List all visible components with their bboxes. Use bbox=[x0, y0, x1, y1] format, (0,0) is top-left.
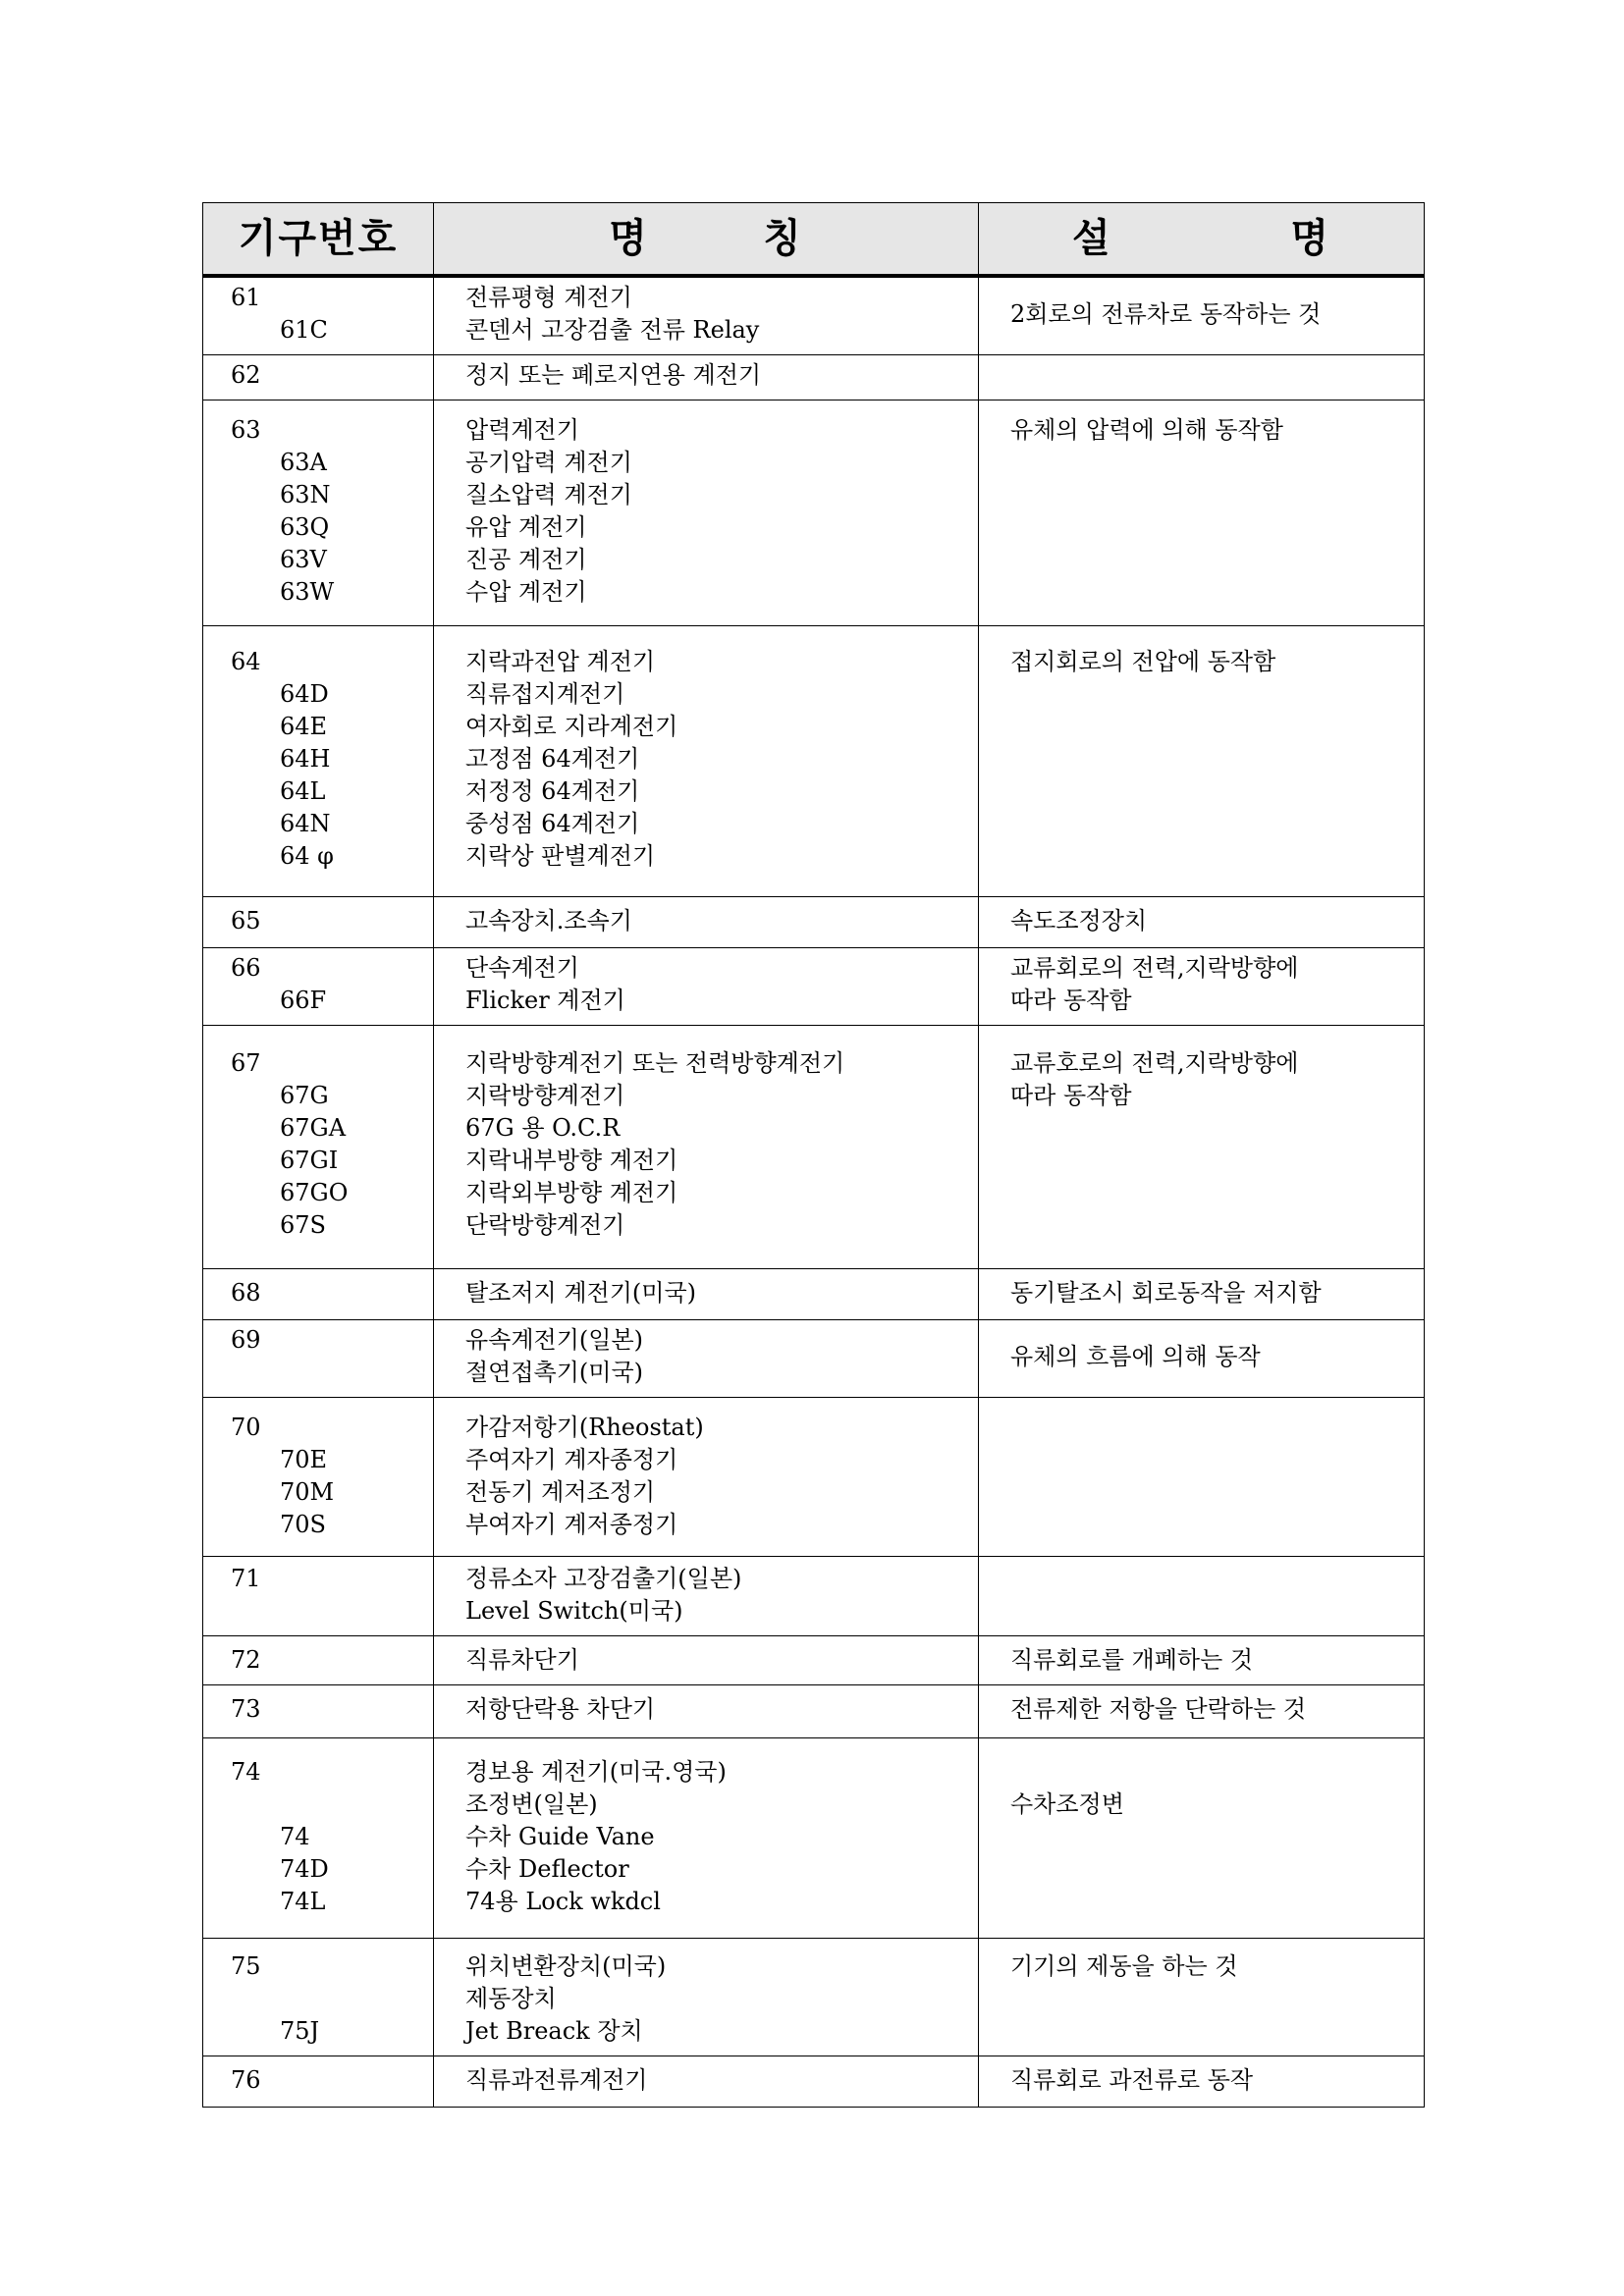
device-name-cell-line: 지락방향계전기 또는 전력방향계전기 bbox=[465, 1049, 845, 1077]
device-number-cell bbox=[203, 1557, 434, 1636]
table-row bbox=[203, 400, 1425, 626]
device-number-cell-line: 61C bbox=[280, 316, 328, 344]
device-name-cell-line: 단속계전기 bbox=[465, 954, 579, 982]
device-name-cell-line: 주여자기 계자종정기 bbox=[465, 1446, 678, 1473]
device-name-cell-line: 진공 계전기 bbox=[465, 546, 587, 573]
device-description-cell-line: 접지회로의 전압에 동작함 bbox=[1010, 648, 1276, 675]
device-number-cell-line: 61 bbox=[231, 284, 261, 311]
device-number-cell bbox=[203, 1269, 434, 1320]
table-row bbox=[203, 1398, 1425, 1557]
device-description-cell-line: 따라 동작함 bbox=[1010, 987, 1132, 1014]
device-name-cell bbox=[434, 1320, 979, 1398]
device-number-cell bbox=[203, 1320, 434, 1398]
device-number-cell-line: 62 bbox=[231, 361, 261, 389]
device-number-cell-line: 64D bbox=[280, 680, 329, 708]
device-number-cell-line: 64 φ bbox=[280, 842, 334, 870]
device-number-cell bbox=[203, 1636, 434, 1685]
device-number-cell-line: 63N bbox=[280, 481, 331, 508]
table-row bbox=[203, 1026, 1425, 1269]
device-number-cell-line: 68 bbox=[231, 1279, 261, 1307]
device-name-cell-line: 67G 용 O.C.R bbox=[465, 1114, 621, 1142]
device-number-cell-line: 67 bbox=[231, 1049, 261, 1077]
table-row bbox=[203, 1636, 1425, 1685]
table-row bbox=[203, 1320, 1425, 1398]
table-body bbox=[203, 276, 1425, 2108]
table-row bbox=[203, 1939, 1425, 2056]
device-number-cell-line bbox=[231, 1983, 433, 2015]
device-name-cell bbox=[434, 1398, 979, 1557]
device-name-cell-line: Level Switch(미국) bbox=[465, 1597, 683, 1625]
device-number-cell-line: 71 bbox=[231, 1565, 261, 1592]
device-name-cell-line: 고속장치.조속기 bbox=[465, 907, 632, 934]
table-row bbox=[203, 1685, 1425, 1738]
device-name-cell bbox=[434, 1557, 979, 1636]
device-name-cell-line: 직류접지계전기 bbox=[465, 680, 625, 708]
device-name-cell-line: 조정변(일본) bbox=[465, 1790, 598, 1818]
device-name-cell-line: 정류소자 고장검출기(일본) bbox=[465, 1565, 742, 1592]
device-description-cell bbox=[979, 1269, 1425, 1320]
device-name-cell-line: 정지 또는 폐로지연용 계전기 bbox=[465, 361, 762, 389]
header-name: 명 칭 bbox=[434, 203, 979, 277]
device-name-cell-line: 콘덴서 고장검출 전류 Relay bbox=[465, 316, 760, 344]
device-name-cell-line: 유압 계전기 bbox=[465, 513, 587, 541]
device-description-cell-line bbox=[1010, 1412, 1424, 1444]
device-number-cell bbox=[203, 1685, 434, 1738]
device-number-cell-line: 67G bbox=[280, 1082, 329, 1109]
device-number-cell-line: 67GO bbox=[280, 1179, 349, 1206]
device-number-cell bbox=[203, 400, 434, 626]
device-number-cell-line: 74 bbox=[280, 1823, 310, 1850]
device-name-cell-line: 공기압력 계전기 bbox=[465, 449, 632, 476]
device-number-cell-line: 67S bbox=[280, 1211, 326, 1239]
device-number-cell bbox=[203, 276, 434, 355]
device-number-cell-line: 70E bbox=[280, 1446, 328, 1473]
device-number-cell-line: 63V bbox=[280, 546, 327, 573]
device-number-cell-line: 70M bbox=[280, 1478, 335, 1506]
table-row bbox=[203, 1269, 1425, 1320]
device-description-cell-line bbox=[1010, 1756, 1424, 1789]
device-name-cell bbox=[434, 1269, 979, 1320]
device-number-cell bbox=[203, 897, 434, 948]
device-name-cell-line: 부여자기 계저종정기 bbox=[465, 1511, 678, 1538]
device-name-cell-line: Jet Breack 장치 bbox=[465, 2017, 643, 2045]
device-name-cell bbox=[434, 355, 979, 400]
device-name-cell-line: 지락내부방향 계전기 bbox=[465, 1147, 678, 1174]
device-number-cell-line: 64N bbox=[280, 810, 331, 837]
device-name-cell-line: 질소압력 계전기 bbox=[465, 481, 632, 508]
device-description-cell-line: 2회로의 전류차로 동작하는 것 bbox=[1010, 299, 1322, 328]
device-name-cell bbox=[434, 1939, 979, 2056]
device-number-cell-line: 66F bbox=[280, 987, 327, 1014]
table-row bbox=[203, 355, 1425, 400]
table-row bbox=[203, 626, 1425, 897]
device-description-cell-line: 교류호로의 전력,지락방향에 bbox=[1010, 1049, 1299, 1077]
device-name-cell bbox=[434, 948, 979, 1026]
device-name-cell-line: Flicker 계전기 bbox=[465, 987, 625, 1014]
device-name-cell-line: 지락방향계전기 bbox=[465, 1082, 625, 1109]
device-description-cell bbox=[979, 1026, 1425, 1269]
device-description-cell-line: 전류제한 저항을 단락하는 것 bbox=[1010, 1695, 1307, 1723]
device-description-cell bbox=[979, 400, 1425, 626]
table-row bbox=[203, 1738, 1425, 1939]
device-name-cell bbox=[434, 1738, 979, 1939]
device-description-cell-line: 직류회로 과전류로 동작 bbox=[1010, 2066, 1254, 2094]
device-name-cell-line: 직류차단기 bbox=[465, 1646, 579, 1674]
device-number-cell-line: 75 bbox=[231, 1952, 261, 1980]
table-header-row bbox=[203, 203, 1425, 277]
device-description-cell-line: 기기의 제동을 하는 것 bbox=[1010, 1952, 1238, 1980]
device-number-cell-line: 74L bbox=[280, 1888, 326, 1915]
device-name-cell bbox=[434, 276, 979, 355]
device-name-cell-line: 절연접촉기(미국) bbox=[465, 1359, 644, 1386]
device-name-cell-line: 중성점 64계전기 bbox=[465, 810, 640, 837]
device-description-cell-line: 따라 동작함 bbox=[1010, 1082, 1132, 1109]
table-row bbox=[203, 948, 1425, 1026]
device-name-cell-line: 저정정 64계전기 bbox=[465, 777, 640, 805]
device-description-cell bbox=[979, 1557, 1425, 1636]
device-name-cell-line: 수차 Deflector bbox=[465, 1855, 629, 1883]
device-name-cell-line: 직류과전류계전기 bbox=[465, 2066, 648, 2094]
table-row bbox=[203, 276, 1425, 355]
device-description-cell bbox=[979, 626, 1425, 897]
table-row bbox=[203, 1557, 1425, 1636]
device-name-cell-line: 여자회로 지라계전기 bbox=[465, 713, 678, 740]
device-description-cell-line: 직류회로를 개폐하는 것 bbox=[1010, 1646, 1254, 1674]
header-device-number: 기구번호 bbox=[203, 203, 434, 277]
device-number-cell-line: 75J bbox=[280, 2017, 320, 2045]
device-name-cell-line: 74용 Lock wkdcl bbox=[465, 1888, 661, 1915]
device-description-cell-line: 유체의 압력에 의해 동작함 bbox=[1010, 416, 1283, 444]
device-number-cell-line: 64 bbox=[231, 648, 261, 675]
device-name-cell-line: 가감저항기(Rheostat) bbox=[465, 1414, 704, 1441]
device-number-cell bbox=[203, 1738, 434, 1939]
device-number-cell-line: 63W bbox=[280, 578, 335, 606]
device-number-cell-line: 65 bbox=[231, 907, 261, 934]
device-name-cell bbox=[434, 897, 979, 948]
device-description-cell bbox=[979, 276, 1425, 355]
device-description-cell bbox=[979, 355, 1425, 400]
device-number-cell-line: 66 bbox=[231, 954, 261, 982]
device-name-cell-line: 압력계전기 bbox=[465, 416, 579, 444]
device-description-cell bbox=[979, 1738, 1425, 1939]
device-name-cell-line: 단락방향계전기 bbox=[465, 1211, 625, 1239]
device-number-cell bbox=[203, 2056, 434, 2108]
device-name-cell bbox=[434, 1685, 979, 1738]
device-name-cell-line: 위치변환장치(미국) bbox=[465, 1952, 667, 1980]
table-row bbox=[203, 897, 1425, 948]
device-name-cell-line: 경보용 계전기(미국.영국) bbox=[465, 1758, 727, 1786]
device-name-cell bbox=[434, 1026, 979, 1269]
device-description-cell bbox=[979, 1320, 1425, 1398]
device-number-cell-line: 64E bbox=[280, 713, 328, 740]
device-name-cell-line: 수압 계전기 bbox=[465, 578, 587, 606]
device-description-cell bbox=[979, 1685, 1425, 1738]
device-number-cell bbox=[203, 355, 434, 400]
relay-number-table bbox=[202, 202, 1425, 2108]
device-number-cell-line bbox=[231, 1789, 433, 1821]
device-number-cell-line: 64H bbox=[280, 745, 331, 773]
device-name-cell-line: 지락과전압 계전기 bbox=[465, 648, 656, 675]
device-description-cell-line: 유체의 흐름에 의해 동작 bbox=[1010, 1342, 1261, 1370]
device-number-cell bbox=[203, 1939, 434, 2056]
device-description-cell bbox=[979, 948, 1425, 1026]
device-number-cell-line: 76 bbox=[231, 2066, 261, 2094]
device-number-cell-line: 67GA bbox=[280, 1114, 347, 1142]
device-number-cell-line: 70 bbox=[231, 1414, 261, 1441]
device-number-cell bbox=[203, 948, 434, 1026]
device-description-cell-line bbox=[1010, 359, 1424, 392]
device-description-cell-line: 교류회로의 전력,지락방향에 bbox=[1010, 954, 1299, 982]
device-description-cell-line: 속도조정장치 bbox=[1010, 907, 1148, 934]
device-description-cell bbox=[979, 1939, 1425, 2056]
device-name-cell-line: 전류평형 계전기 bbox=[465, 284, 632, 311]
device-number-cell bbox=[203, 1026, 434, 1269]
header-description: 설 명 bbox=[979, 203, 1425, 277]
device-name-cell-line: 고정점 64계전기 bbox=[465, 745, 640, 773]
device-name-cell-line: 저항단락용 차단기 bbox=[465, 1695, 656, 1723]
device-number-cell-line: 70S bbox=[280, 1511, 326, 1538]
device-number-cell-line: 63Q bbox=[280, 513, 330, 541]
device-description-cell-line bbox=[1010, 1578, 1424, 1611]
device-description-cell-line: 동기탈조시 회로동작을 저지함 bbox=[1010, 1279, 1322, 1307]
device-number-cell-line: 74D bbox=[280, 1855, 329, 1883]
device-description-cell bbox=[979, 897, 1425, 948]
device-name-cell bbox=[434, 400, 979, 626]
device-name-cell bbox=[434, 1636, 979, 1685]
device-name-cell bbox=[434, 626, 979, 897]
device-name-cell-line: 지락외부방향 계전기 bbox=[465, 1179, 678, 1206]
device-number-cell-line: 63A bbox=[280, 449, 327, 476]
device-description-cell-line: 수차조정변 bbox=[1010, 1790, 1124, 1818]
device-number-cell bbox=[203, 1398, 434, 1557]
device-name-cell-line: 탈조저지 계전기(미국) bbox=[465, 1279, 697, 1307]
device-number-cell-line: 64L bbox=[280, 777, 326, 805]
device-name-cell-line: 지락상 판별계전기 bbox=[465, 842, 656, 870]
device-number-cell-line: 69 bbox=[231, 1326, 261, 1354]
device-number-cell-line: 73 bbox=[231, 1695, 261, 1723]
device-number-cell-line: 67GI bbox=[280, 1147, 339, 1174]
device-description-cell bbox=[979, 1398, 1425, 1557]
device-name-cell-line: 유속계전기(일본) bbox=[465, 1326, 644, 1354]
device-number-cell-line: 63 bbox=[231, 416, 261, 444]
device-description-cell bbox=[979, 2056, 1425, 2108]
device-name-cell-line: 수차 Guide Vane bbox=[465, 1823, 655, 1850]
device-name-cell-line: 전동기 계저조정기 bbox=[465, 1478, 656, 1506]
device-number-cell-line: 74 bbox=[231, 1758, 261, 1786]
device-number-cell bbox=[203, 626, 434, 897]
device-name-cell bbox=[434, 2056, 979, 2108]
table-row bbox=[203, 2056, 1425, 2108]
device-description-cell bbox=[979, 1636, 1425, 1685]
device-name-cell-line: 제동장치 bbox=[465, 1985, 557, 2012]
device-number-cell-line: 72 bbox=[231, 1646, 261, 1674]
